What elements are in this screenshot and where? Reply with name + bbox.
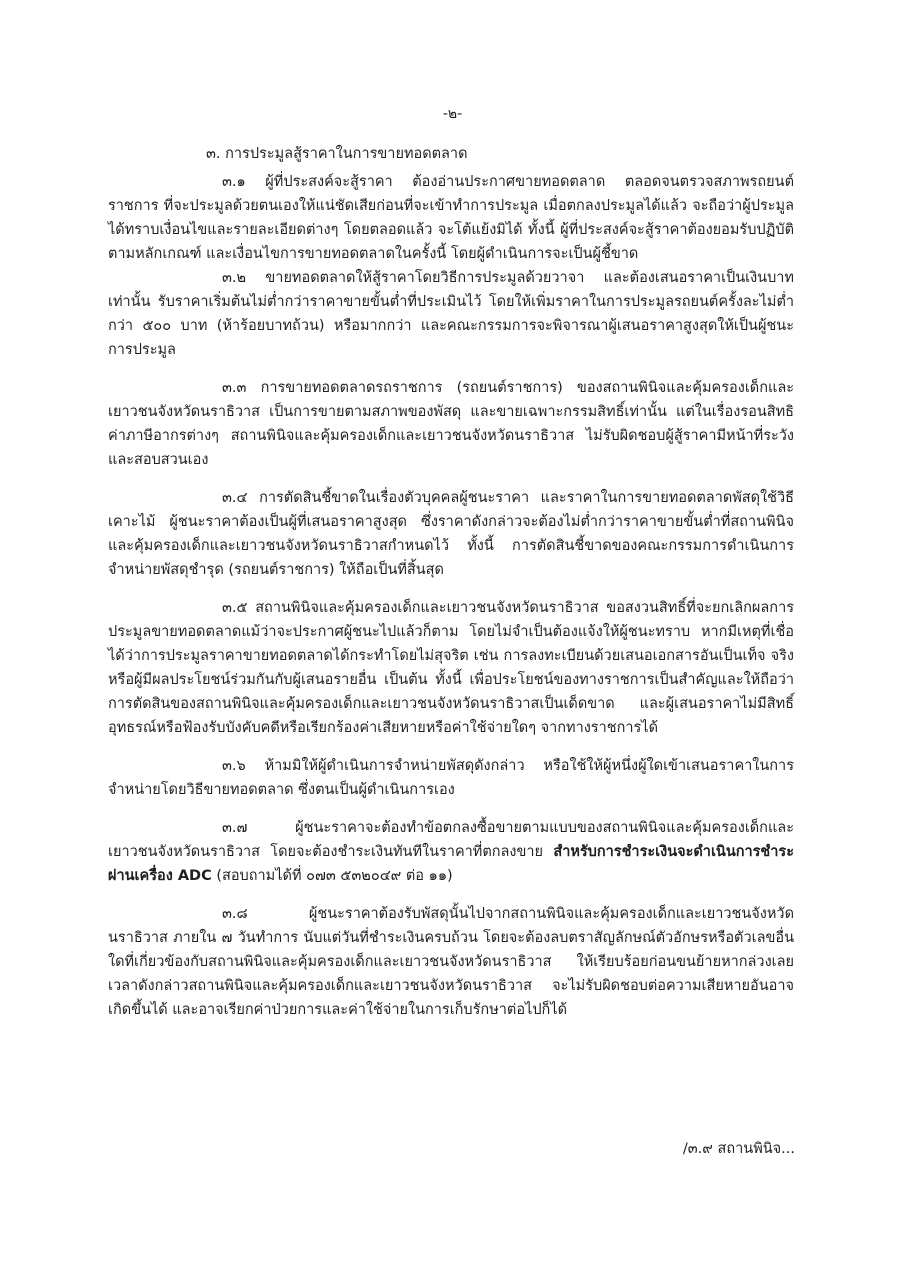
paragraph-3-2: ๓.๒ ขายทอดตลาดให้สู้ราคาโดยวิธีการประมูลด้วยวาจา และต้องเสนอราคาเป็นเงินบาทเท่านั้น รับราคาเริ่มต้นไม่ต่ำกว่าราคาขายขั้นต่ำที่ประเมินไว้ โดยให้เพิ่มราคาในการประมูลรถยนต์ครั้งละไม่ต่ำกว่า ๕๐๐ บาท (ห้าร้อยบาทถ้วน) หรือมากกว่า และคณะกรรมการจะพิจารณาผู้เสนอราคาสูงสุดให้เป็นผู้ชนะการประมูล xyxy=(108,270,794,358)
paragraph-3-7 xyxy=(108,816,794,888)
paragraph-3-8: ๓.๘ ผู้ชนะราคาต้องรับพัสดุนั้นไปจากสถานพินิจและคุ้มครองเด็กและเยาวชนจังหวัดนราธิวาส ภายใน ๗ วันทำการ นับแต่วันที่ชำระเงินครบถ้วน โดยจะต้องลบตราสัญลักษณ์ตัวอักษรหรือตัวเลขอื่นใดที่เกี่ยวข้องกับสถานพินิจและคุ้มครองเด็กและเยาวชนจังหวัดนราธิวาส ให้เรียบร้อยก่อนขนย้ายหากล่วงเลยเวลาดังกล่าวสถานพินิจและคุ้มครองเด็กและเยาวชนจังหวัดนราธิวาส จะไม่รับผิดชอบต่อความเสียหายอันอาจเกิดขึ้นได้ และอาจเรียกค่าป่วยการและค่าใช้จ่ายในการเก็บรักษาต่อไปก็ได้ xyxy=(108,906,794,1018)
paragraph-3-7-text: ๓.๗ ผู้ชนะราคาจะต้องทำข้อตกลงซื้อขายตามแบบของสถานพินิจและคุ้มครองเด็กและเยาวชนจังหวัดนราธิวาส โดยจะต้องชำระเงินทันทีในราคาที่ตกลงขาย xyxy=(108,820,794,860)
document-body xyxy=(108,142,794,1036)
page-number: -๒- xyxy=(442,106,463,122)
paragraph-3-3: ๓.๓ การขายทอดตลาดรถราชการ (รถยนต์ราชการ) ของสถานพินิจและคุ้มครองเด็กและเยาวชนจังหวัดนราธิวาส เป็นการขายตามสภาพของพัสดุ และขายเฉพาะกรรมสิทธิ์เท่านั้น แต่ในเรื่องรอนสิทธิค่าภาษีอากรต่างๆ สถานพินิจและคุ้มครองเด็กและเยาวชนจังหวัดนราธิวาส ไม่รับผิดชอบผู้สู้ราคามีหน้าที่ระวังและสอบสวนเอง xyxy=(108,380,794,468)
paragraph-3-4: ๓.๔ การตัดสินชี้ขาดในเรื่องตัวบุคคลผู้ชนะราคา และราคาในการขายทอดตลาดพัสดุใช้วิธีเคาะไม้ ผู้ชนะราคาต้องเป็นผู้ที่เสนอราคาสูงสุด ซึ่งราคาดังกล่าวจะต้องไม่ต่ำกว่าราคาขายขั้นต่ำที่สถานพินิจและคุ้มครองเด็กและเยาวชนจังหวัดนราธิวาสกำหนดไว้ ทั้งนี้ การตัดสินชี้ขาดของคณะกรรมการดำเนินการจำหน่ายพัสดุชำรุด (รถยนต์ราชการ) ให้ถือเป็นที่สิ้นสุด xyxy=(108,490,794,578)
paragraph-3-5: ๓.๕ สถานพินิจและคุ้มครองเด็กและเยาวชนจังหวัดนราธิวาส ขอสงวนสิทธิ์ที่จะยกเลิกผลการประมูลขายทอดตลาดแม้ว่าจะประกาศผู้ชนะไปแล้วก็ตาม โดยไม่จำเป็นต้องแจ้งให้ผู้ชนะทราบ หากมีเหตุที่เชื่อได้ว่าการประมูลราคาขายทอดตลาดได้กระทำโดยไม่สุจริต เช่น การลงทะเบียนด้วยเสนอเอกสารอันเป็นเท็จ จริงหรือผู้มีผลประโยชน์ร่วมกันกับผู้เสนอรายอื่น เป็นต้น ทั้งนี้ เพื่อประโยชน์ของทางราชการเป็นสำคัญและให้ถือว่าการตัดสินของสถานพินิจและคุ้มครองเด็กและเยาวชนจังหวัดนราธิวาสเป็นเด็ดขาด และผู้เสนอราคาไม่มีสิทธิ์อุทธรณ์หรือฟ้องรับบังคับคดีหรือเรียกร้องค่าเสียหายหรือค่าใช้จ่ายใดๆ จากทางราชการได้ xyxy=(108,600,794,736)
paragraph-3-7-tail-text: (สอบถามได้ที่ ๐๗๓ ๕๓๒๐๔๙ ต่อ ๑๑) xyxy=(216,868,453,884)
paragraph-3-6: ๓.๖ ห้ามมิให้ผู้ดำเนินการจำหน่ายพัสดุดังกล่าว หรือใช้ให้ผู้หนึ่งผู้ใดเข้าเสนอราคาในการจำหน่ายโดยวิธีขายทอดตลาด ซึ่งตนเป็นผู้ดำเนินการเอง xyxy=(108,758,794,798)
continuation-marker: /๓.๙ สถานพินิจ... xyxy=(682,1141,795,1157)
paragraph-3-1: ๓.๑ ผู้ที่ประสงค์จะสู้ราคา ต้องอ่านประกาศขายทอดตลาด ตลอดจนตรวจสภาพรถยนต์ราชการ ที่จะประมูลด้วยตนเองให้แน่ชัดเสียก่อนที่จะเข้าทำการประมูล เมื่อตกลงประมูลได้แล้ว จะถือว่าผู้ประมูลได้ทราบเงื่อนไขและรายละเอียดต่างๆ โดยตลอดแล้ว จะโต้แย้งมิได้ ทั้งนี้ ผู้ที่ประสงค์จะสู้ราคาต้องยอมรับปฏิบัติตามหลักเกณฑ์ และเงื่อนไขการขายทอดตลาดในครั้งนี้ โดยผู้ดำเนินการจะเป็นผู้ชี้ขาด xyxy=(108,174,794,262)
section-heading: ๓. การประมูลสู้ราคาในการขายทอดตลาด xyxy=(206,146,468,162)
paragraph-3-7-bold-text: สำหรับการชำระเงินจะดำเนินการชำระผ่านเครื่อง ADC xyxy=(108,844,794,884)
